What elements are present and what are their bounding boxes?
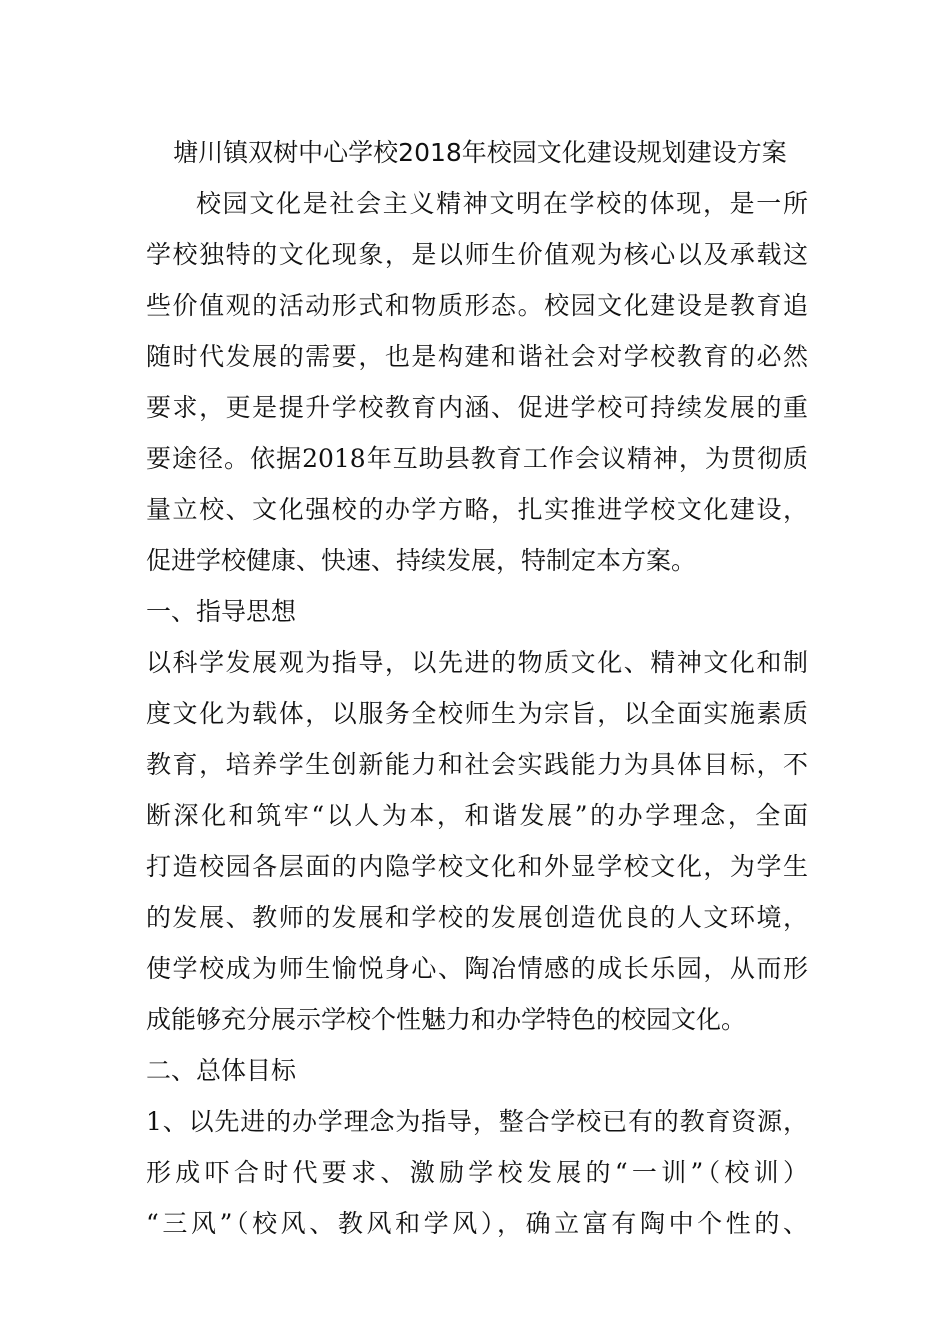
text-line: 1、以先进的办学理念为指导，整合学校已有的教育资源， (146, 1107, 808, 1136)
text-line: 度文化为载体，以服务全校师生为宗旨，以全面实施素质 (146, 699, 808, 728)
text-line: 要求，更是提升学校教育内涵、促进学校可持续发展的重 (146, 393, 808, 422)
document-title: 塘川镇双树中心学校2018年校园文化建设规划建设方案 (173, 138, 787, 167)
document-body (146, 178, 808, 1249)
text-line: 以科学发展观为指导，以先进的物质文化、精神文化和制 (146, 648, 808, 677)
text-line: 量立校、文化强校的办学方略，扎实推进学校文化建设， (146, 495, 808, 524)
text-line: 形成吓合时代要求、激励学校发展的“一训”（校训） (146, 1158, 808, 1187)
text-line: 断深化和筑牢“以人为本，和谐发展”的办学理念，全面 (146, 801, 808, 830)
text-line: 要途径。依据2018年互助县教育工作会议精神，为贯彻质 (146, 444, 808, 473)
text-line: 使学校成为师生愉悦身心、陶冶情感的成长乐园，从而形 (146, 954, 808, 983)
text-line: 教育，培养学生创新能力和社会实践能力为具体目标，不 (146, 750, 808, 779)
text-line: 学校独特的文化现象，是以师生价值观为核心以及承载这 (146, 240, 808, 269)
text-line: “三风”（校风、教风和学风），确立富有陶中个性的、 (146, 1209, 808, 1238)
text-line: 些价值观的活动形式和物质形态。校园文化建设是教育追 (146, 291, 808, 320)
text-line: 成能够充分展示学校个性魅力和办学特色的校园文化。 (146, 1005, 747, 1034)
text-line: 校园文化是社会主义精神文明在学校的体现，是一所 (196, 189, 808, 218)
text-line: 打造校园各层面的内隐学校文化和外显学校文化，为学生 (146, 852, 808, 881)
section-heading: 二、总体目标 (146, 1056, 297, 1085)
text-line: 的发展、教师的发展和学校的发展创造优良的人文环境， (146, 903, 808, 932)
section-heading: 一、指导思想 (146, 597, 297, 626)
text-line: 随时代发展的需要，也是构建和谐社会对学校教育的必然 (146, 342, 808, 371)
text-line: 促进学校健康、快速、持续发展，特制定本方案。 (146, 546, 697, 575)
